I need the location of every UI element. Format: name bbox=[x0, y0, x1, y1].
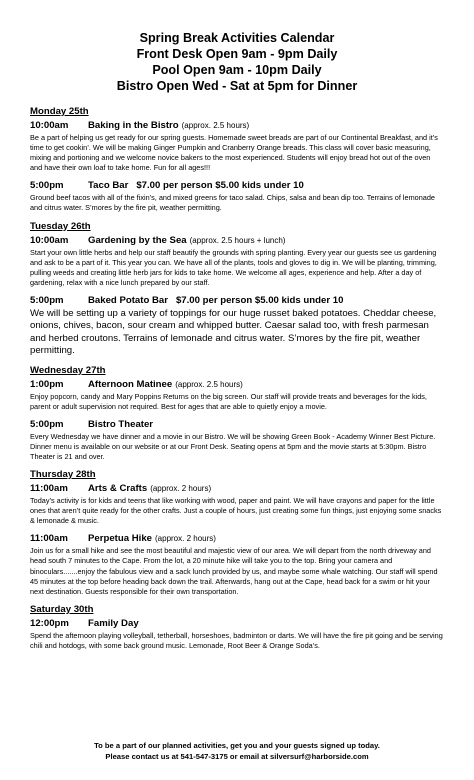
activity-duration: (approx. 2.5 hours + lunch) bbox=[189, 235, 286, 245]
activity-title: Gardening by the Sea bbox=[88, 234, 187, 246]
activity-title: Perpetua Hike bbox=[88, 533, 152, 545]
day-heading: Saturday 30th bbox=[30, 603, 94, 615]
activity-time: 5:00pm bbox=[30, 294, 64, 306]
activity-description: Join us for a small hike and see the most beautiful and majestic view of our area. We will depart from the north driveway and head south 7 minutes to the Cape. From the lot, a 20 minute hike will take you to the top. Bring your camera and binoculars.......enjoy the fabulous view and a sack lunch provided by us, and maybe some whale watching. Our staff will spend 45 minutes at the top before heading back down the trail. Afterwards, hang out at the Cape, head back for a swim or hit your next destination. Guests responsible for their own transportation. bbox=[30, 546, 438, 596]
activity-time: 10:00am bbox=[30, 234, 69, 246]
front-desk-hours: Front Desk Open 9am - 9pm Daily bbox=[136, 47, 338, 61]
day-heading: Wednesday 27th bbox=[30, 364, 106, 376]
activity-item bbox=[30, 379, 444, 412]
calendar-title: Spring Break Activities Calendar bbox=[139, 31, 335, 45]
activity-description: Enjoy popcorn, candy and Mary Poppins Returns on the big screen. Our staff will provide treats and beverages for the kids, parent or adult supervision not required. Best for ages that are able to quietly enjoy a movie. bbox=[30, 391, 427, 411]
activity-header bbox=[30, 235, 444, 247]
activity-description: Every Wednesday we have dinner and a movie in our Bistro. We will be showing Green Book - Academy Winner Best Picture. Dinner menu is available on our website or at our Front Desk. Seating opens at 5pm and the movie starts at 5:30pm. Bistro Theater is 21 and over. bbox=[30, 431, 436, 461]
day-section bbox=[30, 365, 444, 462]
footer-signup-text: To be a part of our planned activities, get you and your guests signed up today. bbox=[94, 741, 380, 750]
activity-description: Spend the afternoon playing volleyball, tetherball, horseshoes, badminton or darts. We will have the fire pit going and be serving chili and hotdogs, with some back ground music. Lemonade, Root Beer & Orange Soda’s. bbox=[30, 630, 443, 650]
activity-time: 5:00pm bbox=[30, 418, 64, 430]
activity-header bbox=[30, 295, 444, 307]
activity-item bbox=[30, 483, 444, 526]
activity-title: Family Day bbox=[88, 617, 139, 629]
activity-time: 11:00am bbox=[30, 533, 68, 545]
activity-time: 1:00pm bbox=[30, 378, 64, 390]
activity-item bbox=[30, 618, 444, 651]
activity-header bbox=[30, 419, 444, 431]
activity-time: 11:00am bbox=[30, 483, 68, 495]
activity-header bbox=[30, 120, 444, 132]
activity-duration: (approx. 2.5 hours) bbox=[175, 379, 243, 389]
activity-time: 10:00am bbox=[30, 120, 69, 131]
activity-item bbox=[30, 419, 444, 462]
activity-item bbox=[30, 120, 444, 173]
activity-header bbox=[30, 533, 444, 545]
activity-title: Taco Bar bbox=[88, 180, 129, 192]
footer-contact-text: Please contact us at 541-547-3175 or email at silversurf@harborside.com bbox=[105, 751, 369, 761]
activity-item bbox=[30, 295, 444, 358]
activity-item bbox=[30, 180, 444, 213]
activity-header bbox=[30, 379, 444, 391]
activity-title: Bistro Theater bbox=[88, 418, 154, 430]
activity-header bbox=[30, 180, 444, 192]
activity-description: Be a part of helping us get ready for our spring guests. Homemade sweet breads are part of our Continental Breakfast, and it’s time to get cookin’. We will be making Ginger Pumpkin and Cranberry Orange breads. This class will cover basic measuring, mixing and portioning and we welcome novice bakers to the most experienced. Students will enjoy bread hot out of the oven and have their own loaf to take home. Fun for all ages!!! bbox=[30, 133, 438, 173]
activity-time: 12:00pm bbox=[30, 617, 69, 629]
activity-time: 5:00pm bbox=[30, 180, 64, 192]
days-list bbox=[30, 106, 444, 651]
activity-duration: (approx. 2 hours) bbox=[155, 534, 216, 544]
day-section bbox=[30, 604, 444, 651]
activity-description: Start your own little herbs and help our staff beautify the grounds with spring planting. Every year our guests see us gardening and ask to be a part of it. This year you can. We have all of the plants, tools and gloves to dig in. We will be planting, trimming, pulling weeds and creating little herb jars for kids to take home. We welcome all ages, experience and help. After a day of gardening, relax with a nice lunch prepared by our staff. bbox=[30, 247, 437, 287]
day-section bbox=[30, 106, 444, 214]
activity-title: Baking in the Bistro bbox=[88, 120, 179, 131]
day-heading: Monday 25th bbox=[30, 106, 89, 117]
activity-description: We will be setting up a variety of toppings for our huge russet baked potatoes. Cheddar cheese, onions, chives, bacon, sour cream and whipped butter. Caesar salad too, with fresh parmesan and herbed croutons. Terrains of lemonade and citrus water. S’mores by the fire pit, weather permitting. bbox=[30, 307, 437, 357]
activity-title: Arts & Crafts bbox=[88, 483, 148, 495]
activity-description: Today’s activity is for kids and teens that like working with wood, paper and paint. We will have crayons and paper for the little ones that aren’t quite ready for the other crafts. Just a couple of hours, just creating some fun things, just enjoying some snacks & lemonade & music. bbox=[30, 496, 442, 526]
day-section bbox=[30, 221, 444, 358]
day-heading: Thursday 28th bbox=[30, 469, 96, 481]
activity-description: Ground beef tacos with all of the fixin’s, and mixed greens for taco salad. Chips, salsa and bean dip too. Terrains of lemonade and citrus water. S’mores by the fire pit, weather permitting. bbox=[30, 193, 435, 213]
contact-footer bbox=[0, 741, 474, 762]
activity-price: $7.00 per person $5.00 kids under 10 bbox=[175, 294, 344, 306]
day-heading: Tuesday 26th bbox=[30, 220, 91, 232]
calendar-header bbox=[30, 30, 444, 94]
activity-item bbox=[30, 533, 444, 596]
activity-header bbox=[30, 618, 444, 630]
activity-duration: (approx. 2.5 hours) bbox=[181, 121, 250, 130]
activity-header bbox=[30, 483, 444, 495]
bistro-hours: Bistro Open Wed - Sat at 5pm for Dinner bbox=[116, 79, 358, 93]
activity-item bbox=[30, 235, 444, 288]
activity-title: Baked Potato Bar bbox=[88, 294, 168, 306]
pool-hours: Pool Open 9am - 10pm Daily bbox=[152, 63, 322, 77]
activity-price: $7.00 per person $5.00 kids under 10 bbox=[136, 180, 304, 192]
activity-title: Afternoon Matinee bbox=[88, 378, 173, 390]
activity-duration: (approx. 2 hours) bbox=[150, 484, 212, 494]
day-section bbox=[30, 469, 444, 597]
